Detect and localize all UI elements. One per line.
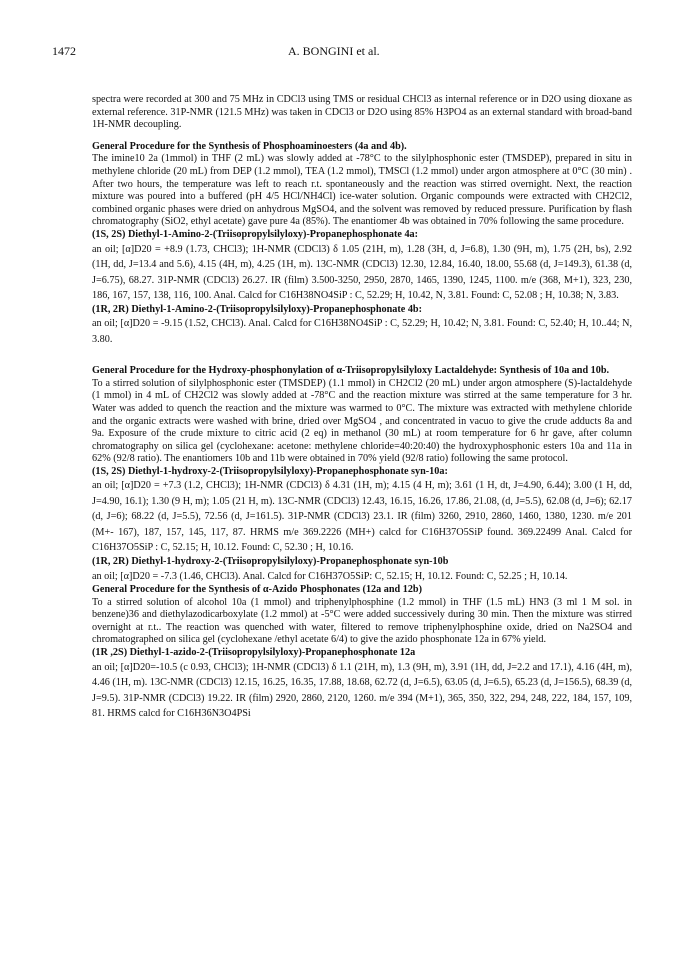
article-body xyxy=(92,94,632,722)
section-heading: General Procedure for the Hydroxy-phosphonylation of α-Triisopropylsilyloxy Lactaldehyde: Synthesis of 10a and 10b. xyxy=(92,365,610,377)
section-heading: General Procedure for the Synthesis of Phosphoaminoesters (4a and 4b). xyxy=(92,140,407,152)
section-heading: General Procedure for the Synthesis of α-Azido Phosphonates (12a and 12b) xyxy=(92,584,422,596)
compound-data: an oil; [α]D20 = +8.9 (1.73, CHCl3); 1H-NMR (CDCl3) δ 1.05 (21H, m), 1.28 (3H, d, J=6.8), 1.30 (9H, m), 1.75 (2H, bs), 2.92 (1H, dd, J=13.4 and 5.6), 4.15 (4H, m), 4.25 (1H, m). 13C-NMR (CDCl3) 12.30, 12.84, 16.40, 18.00, 55.68 (d, J=149.3), 61.38 (d, J=6.75), 68.27. 31P-NMR (CDCl3) 26.27. IR (film) 3.500-3250, 2950, 2870, 1465, 1390, 1245, 1100. m/e (368, M+1), 323, 230, 186, 167, 157, 138, 116, 100. Anal. Calcd for C16H38NO4SiP : C, 52.29; H, 10.42, N, 3.81. Found: C, 52.08 ; H, 10.38; N, 3.83. xyxy=(92,243,632,302)
running-head: A. BONGINI et al. xyxy=(288,44,380,58)
running-header xyxy=(52,44,652,60)
section-spacer xyxy=(92,132,632,141)
compound-data: an oil; [α]D20 = -9.15 (1.52, CHCl3). Anal. Calcd for C16H38NO4SiP : C, 52.29; H, 10.42; N, 3.81. Found: C, 52.40; H, 10..44; N, 3.80. xyxy=(92,318,632,345)
section-heading: (1R, 2R) Diethyl-1-hydroxy-2-(Triisopropylsilyloxy)-Propanephosphonate syn-10b xyxy=(92,555,449,567)
section-heading: (1R, 2R) Diethyl-1-Amino-2-(Triisopropylsilyloxy)-Propanephosphonate 4b: xyxy=(92,303,422,315)
body-paragraph: The imine10 2a (1mmol) in THF (2 mL) was slowly added at -78°C to the silylphosphonic ester (TMSDEP), prepared in situ in methylene chloride (20 mL) from DEP (1.2 mmol), TEA (1.2 mmol), TMSCl (1.2 mmol) under argon atmosphere at 0°C (30 min) . After two hours, the temperature was left to reach r.t. spontaneously and the reaction was stirred overnight. Next, the reaction mixture was poured into a buffered (pH 4/5 HCl/NH4Cl) ice-water solution. Organic compounds were extracted with CH2Cl2, combined organic phases were dried on anhydrous MgSO4, and the solvent was removed by reduced pressure. Purification by flash chromatography (SiO2, ethyl acetate) gave pure 4a (85%). The enantiomer 4b was obtained in 70% following the same procedure. xyxy=(92,153,632,228)
section-heading: (1R ,2S) Diethyl-1-azido-2-(Triisopropylsilyloxy)-Propanephosphonate 12a xyxy=(92,647,416,659)
section-spacer xyxy=(92,347,632,365)
compound-data: an oil; [α]D20 = -7.3 (1.46, CHCl3). Anal. Calcd for C16H37O5SiP: C, 52.15; H, 10.12. Found: C, 52.25 ; H, 10.14. xyxy=(92,570,568,582)
page-number: 1472 xyxy=(52,44,76,58)
body-paragraph: To a stirred solution of alcohol 10a (1 mmol) and triphenylphosphine (1.2 mmol) in THF (1.5 mL) HN3 (3 ml 1 M sol. in benzene)36 and diethylazodicarboxylate (1.2 mmol) at -5°C were added successively during 30 min. Then the mixture was stirred overnight at r.t.. The reaction was quenched with water, filtered to remove triphenylphosphine oxide, dried on Na2SO4 and chromatographed on silica gel (cyclohexane /ethyl acetate 6/4) to give the azido phosphonate 12a in 67% yield. xyxy=(92,596,632,646)
section-heading: (1S, 2S) Diethyl-1-hydroxy-2-(Triisopropylsilyloxy)-Propanephosphonate syn-10a: xyxy=(92,465,448,477)
body-paragraph: spectra were recorded at 300 and 75 MHz in CDCl3 using TMS or residual CHCl3 as internal reference or in D2O using dioxane as external reference. 31P-NMR (121.5 MHz) was taken in CDCl3 or D2O using 85% H3PO4 as an external standard with broad-band 1H-NMR decoupling. xyxy=(92,94,632,131)
body-paragraph: To a stirred solution of silylphosphonic ester (TMSDEP) (1.1 mmol) in CH2Cl2 (20 mL) under argon atmosphere (S)-lactaldehyde (1 mmol) in 4 mL of CH2Cl2 was slowly added at -78°C and the reaction mixture was stirred at the same temperature for 3 hr. Water was added to quench the reaction and the mixture was warmed to 0°C. The mixture was extracted with methylene chloride and the organic extracts were washed with brine, dried over MgSO4 , and concentrated in vacuo to give the crude adducts 8a and 9a. Exposure of the crude mixture to citric acid (2 eq) in methanol (30 mL) at room temperature for 6 hr gave, after column chromatography on silica gel (cyclohexane: acetone: methylene chloride=40:20:40) the hydroxyphosphonic esters 10a and 11a in 62% (92/8 ratio). The enantiomers 10b and 11b were obtained in 70% yield (92/8 ratio) following the same protocol. xyxy=(92,377,632,465)
compound-data: an oil; [α]D20 = +7.3 (1.2, CHCl3); 1H-NMR (CDCl3) δ 4.31 (1H, m); 4.15 (4 H, m); 3.61 (1 H, dt, J=4.90, 6.44); 3.00 (1 H, dd, J=4.90, 16.1); 1.30 (9 H, m); 1.05 (21 H, m). 13C-NMR (CDCl3) 12.43, 16.15, 16.26, 17.86, 21.08, (d, J=5.5), 62.08 (d, J=6); 62.17 (d, J=6); 68.22 (d, J=5.5), 72.56 (d, J=161.5). 31P-NMR (CDCl3) 23.1. IR (film) 3260, 2910, 2860, 1460, 1380, 1230. m/e 201 (M+- 167), 187, 157, 145, 117, 87. HRMS m/e 369.2226 (MH+) calcd for C16H37O5SiP found. 369.22499 Anal. Calcd for C16H37O5SiP : C, 52.15; H, 10.12. Found: C, 52.30 ; H, 10.16. xyxy=(92,480,632,554)
compound-data: an oil; [α]D20=-10.5 (c 0.93, CHCl3); 1H-NMR (CDCl3) δ 1.1 (21H, m), 1.3 (9H, m), 3.91 (1H, dd, J=2.2 and 17.1), 4.16 (4H, m), 4.46 (1H, m). 13C-NMR (CDCl3) 12.15, 16.25, 16.35, 17.88, 18.68, 62.72 (d, J=6.5), 63.05 (d, J=6.5), 65.23 (d, J=156.5), 68.39 (d, J=9.5). 31P-NMR (CDCl3) 19.22. IR (film) 2920, 2860, 2120, 1260. m/e 394 (M+1), 365, 350, 322, 294, 248, 222, 184, 157, 109, 81. HRMS calcd for C16H36N3O4PSi xyxy=(92,661,632,720)
section-heading: (1S, 2S) Diethyl-1-Amino-2-(Triisopropylsilyloxy)-Propanephosphonate 4a: xyxy=(92,228,419,240)
